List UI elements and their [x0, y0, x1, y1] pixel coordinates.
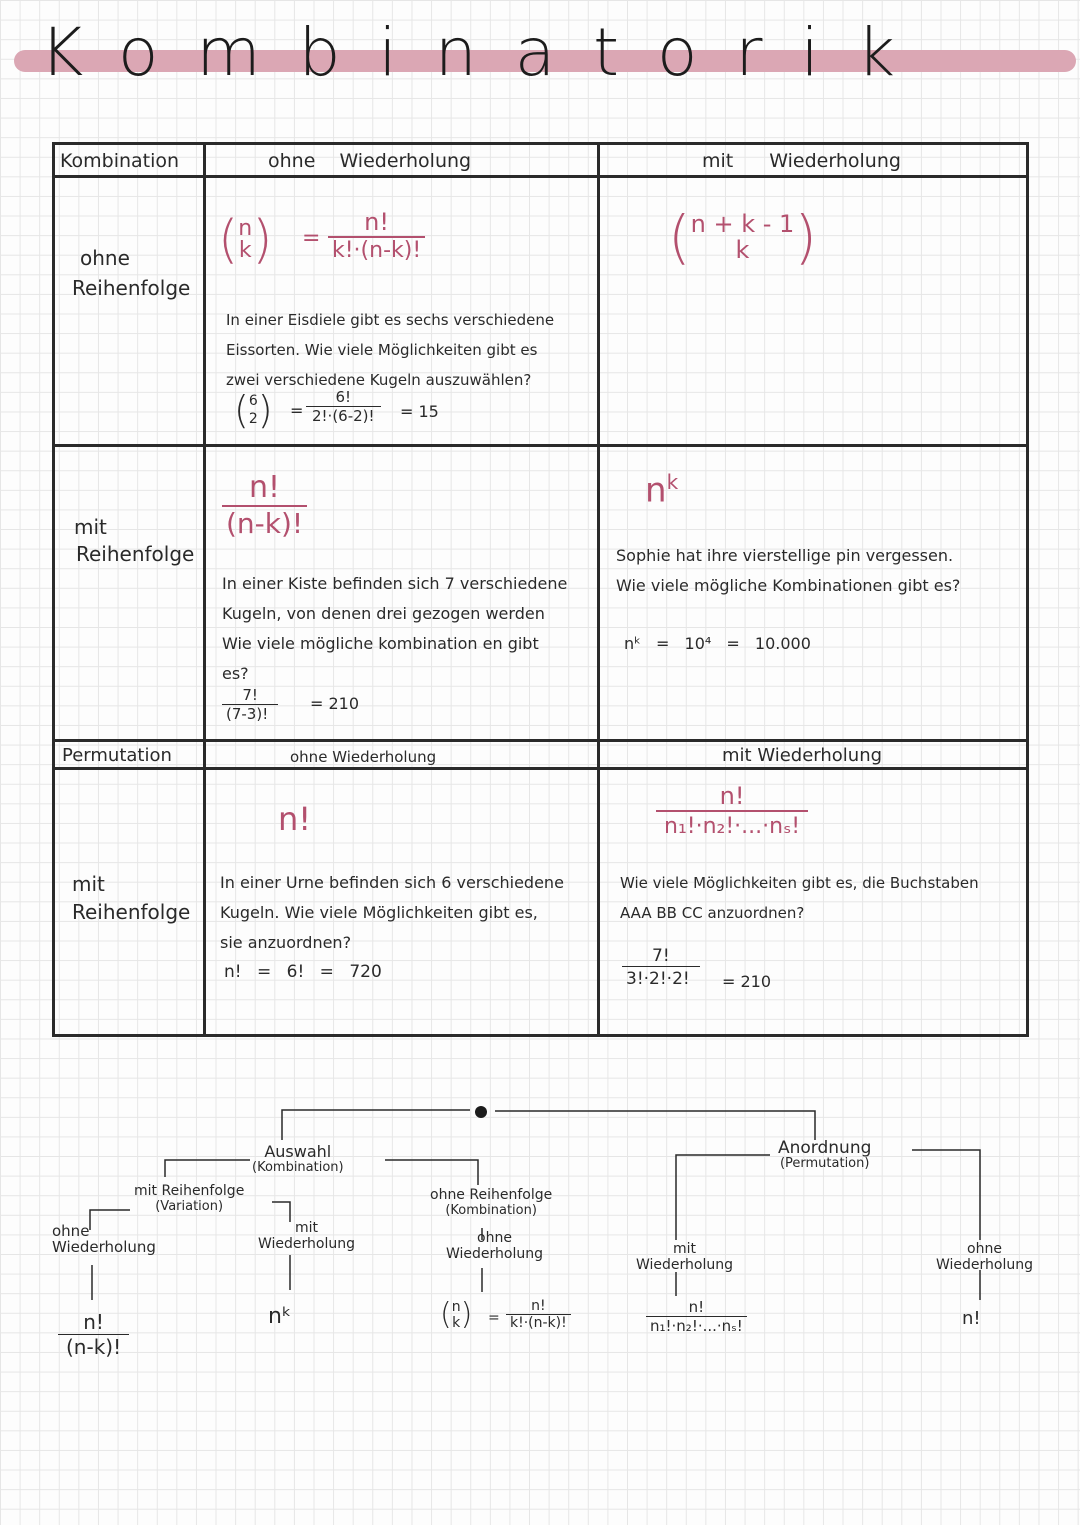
tree-root-dot — [475, 1106, 487, 1118]
tree-node-ohne-wiederholung: ohne Wiederholung — [446, 1230, 544, 1262]
example-text: In einer Urne befinden sich 6 verschiedene Kugeln. Wie viele Möglichkeiten gibt es, sie anzuordnen? — [220, 873, 564, 952]
tree-node-ohne-wiederholung: ohne Wiederholung — [936, 1241, 1034, 1273]
example-result: = 15 — [400, 402, 439, 421]
permutation-col-mit: mit Wiederholung — [722, 745, 883, 766]
example-text: In einer Eisdiele gibt es sechs verschiedene Eissorten. Wie viele Möglichkeiten gibt es zwei verschiedene Kugeln auszuwählen? — [226, 311, 555, 389]
example-text: Wie viele Möglichkeiten gibt es, die Buchstaben AAA BB CC anzuordnen? — [620, 874, 979, 922]
kombination-col-ohne: ohne Wiederholung — [268, 150, 472, 172]
example-text: In einer Kiste befinden sich 7 verschiedene Kugeln, von denen drei gezogen werden Wie viele mögliche kombination en gibt es? — [222, 574, 568, 683]
tree-formula-combination: $\frac{n!}{k!\cdot(n-k)!}$ — [506, 1298, 571, 1331]
example-fraction: $\frac{6!}{2!\cdot(6-2)!}$ — [306, 388, 381, 425]
kombination-header: Kombination — [60, 150, 180, 172]
row-label-reihenfolge: Reihenfolge — [72, 276, 191, 300]
tree-formula-permutation: n! — [962, 1308, 981, 1329]
tree-node-mit-reihenfolge: mit Reihenfolge (Variation) — [134, 1183, 245, 1214]
tree-node-auswahl: Auswahl (Kombination) — [252, 1142, 344, 1175]
example-result: = 210 — [722, 972, 772, 991]
row-label-reihenfolge: Reihenfolge — [76, 542, 195, 566]
tree-formula-binomial: ( n k ) — [440, 1297, 473, 1332]
row-label-reihenfolge: Reihenfolge — [72, 900, 191, 924]
tree-formula-power: nᵏ — [268, 1304, 292, 1329]
permutation-col-ohne: ohne Wiederholung — [290, 748, 437, 766]
example-fraction: $\frac{7!}{3!\cdot 2!\cdot 2!}$ — [622, 946, 700, 989]
tree-node-mit-wiederholung: mit Wiederholung — [636, 1241, 734, 1273]
tree-node-ohne-reihenfolge: ohne Reihenfolge (Kombination) — [430, 1187, 553, 1218]
equals-sign: = — [488, 1310, 500, 1326]
tree-node-ohne-wiederholung: ohne Wiederholung — [52, 1222, 156, 1256]
equals-sign: = — [302, 226, 321, 251]
example-text: Sophie hat ihre vierstellige pin vergessen. Wie viele mögliche Kombinationen gibt es? — [616, 546, 961, 595]
row-label-mit: mit — [74, 515, 107, 539]
permutation-header: Permutation — [62, 745, 172, 766]
power-formula: $n^k$ — [645, 470, 679, 511]
permutation-repetition-fraction: $\frac{n!}{\text{n₁!·n₂!·...·nₛ!}}$ — [656, 782, 808, 839]
page-title: Kombinatorik — [40, 14, 934, 91]
example-binomial: ( 6 2 ) — [234, 388, 273, 432]
equals-sign: = — [290, 401, 304, 420]
tree-formula-variation: $\frac{n!}{(n-k)!}$ — [58, 1310, 129, 1359]
permutation-formula: n! — [278, 800, 312, 838]
binomial-formula-repetition: ( n + k - 1 k ) — [668, 203, 817, 271]
example-calculation: nᵏ = 10⁴ = 10.000 — [624, 634, 811, 653]
variation-fraction: $\frac{n!}{(n-k)!}$ — [222, 470, 307, 540]
row-label-ohne: ohne — [80, 246, 130, 270]
combination-fraction: $\frac{n!}{k!\cdot(n-k)!}$ — [328, 208, 425, 263]
tree-node-anordnung: Anordnung (Permutation) — [778, 1138, 872, 1171]
tree-node-mit-wiederholung: mit Wiederholung — [258, 1220, 356, 1252]
example-calculation: n! = 6! = 720 — [224, 962, 382, 982]
binomial-formula: ( n k ) — [218, 210, 273, 270]
row-label-mit: mit — [72, 872, 105, 896]
kombination-col-mit: mit Wiederholung — [702, 150, 901, 172]
example-result: = 210 — [310, 694, 360, 713]
tree-formula-permutation-repetition: $\frac{n!}{\text{n₁!·n₂!·...·nₛ!}}$ — [646, 1298, 747, 1335]
example-fraction: $\frac{7!}{(7-3)!}$ — [222, 686, 278, 723]
